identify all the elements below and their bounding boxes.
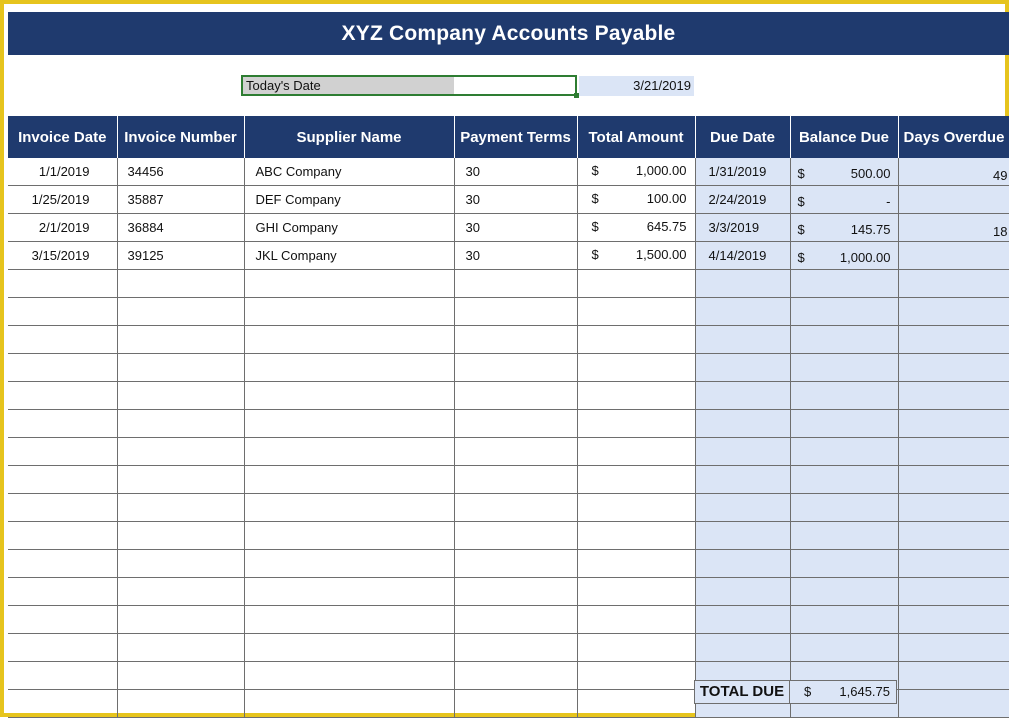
total-amount-cell[interactable] [577,522,695,550]
invoice-date-cell[interactable] [8,410,117,438]
balance-due-cell[interactable] [790,522,898,550]
balance-due-cell[interactable] [790,242,898,270]
total-amount-value: 645.75 [646,219,687,234]
table-row [8,494,1009,522]
due-date-cell[interactable]: 2/24/2019 [695,186,790,214]
balance-due-value: - [886,194,891,209]
table-row [8,298,1009,326]
due-date-cell[interactable] [695,410,790,438]
invoice-number-cell[interactable]: 36884 [117,214,244,242]
payment-terms-cell[interactable] [454,578,577,606]
total-amount-cell[interactable] [577,634,695,662]
invoice-date-cell[interactable] [8,690,117,718]
days-overdue-cell[interactable] [898,634,1009,662]
invoice-number-cell[interactable] [117,494,244,522]
total-amount-value: 1,500.00 [635,247,687,262]
payment-terms-cell[interactable]: 30 [454,186,577,214]
payment-terms-cell[interactable] [454,410,577,438]
due-date-cell[interactable]: 3/3/2019 [695,214,790,242]
balance-due-cell[interactable] [790,326,898,354]
supplier-name-cell[interactable] [244,522,454,550]
invoice-date-cell[interactable] [8,382,117,410]
invoice-date-cell[interactable] [8,634,117,662]
payment-terms-cell[interactable]: 30 [454,242,577,270]
total-amount-cell[interactable] [577,242,695,270]
total-amount-cell[interactable] [577,438,695,466]
total-due-value: 1,645.75 [839,684,890,699]
days-overdue-cell[interactable]: 18 [898,214,1009,242]
col-header-invoice-date[interactable]: Invoice Date [8,116,117,158]
balance-due-cell[interactable] [790,494,898,522]
days-overdue-cell[interactable] [898,466,1009,494]
invoice-number-cell[interactable] [117,662,244,690]
table-row [8,354,1009,382]
currency-symbol: $ [591,247,599,262]
invoice-date-cell[interactable] [8,606,117,634]
col-header-total-amount[interactable]: Total Amount [577,116,695,158]
supplier-name-cell[interactable] [244,410,454,438]
invoice-number-cell[interactable]: 34456 [117,158,244,186]
invoice-date-cell[interactable] [8,466,117,494]
balance-due-value: 1,000.00 [839,250,891,265]
supplier-name-cell[interactable]: ABC Company [244,158,454,186]
invoice-date-cell[interactable] [8,438,117,466]
days-overdue-cell[interactable] [898,186,1009,214]
invoice-date-cell[interactable] [8,578,117,606]
payment-terms-cell[interactable] [454,690,577,718]
table-row [8,466,1009,494]
balance-due-cell[interactable] [790,606,898,634]
todays-date-label-cell[interactable] [241,75,577,96]
supplier-name-cell[interactable] [244,578,454,606]
payment-terms-cell[interactable] [454,438,577,466]
balance-due-value: 145.75 [850,222,891,237]
total-due-label: TOTAL DUE [694,680,790,704]
invoice-number-cell[interactable] [117,550,244,578]
total-amount-cell[interactable] [577,550,695,578]
supplier-name-cell[interactable]: DEF Company [244,186,454,214]
days-overdue-cell[interactable] [898,494,1009,522]
col-header-balance-due[interactable]: Balance Due [790,116,898,158]
days-overdue-cell[interactable] [898,606,1009,634]
invoice-number-cell[interactable] [117,466,244,494]
balance-due-cell[interactable] [790,550,898,578]
table-row [8,382,1009,410]
invoice-date-cell[interactable] [8,494,117,522]
balance-due-cell[interactable] [790,410,898,438]
supplier-name-cell[interactable] [244,326,454,354]
balance-due-cell[interactable] [790,438,898,466]
invoice-number-cell[interactable] [117,382,244,410]
invoice-number-cell[interactable]: 39125 [117,242,244,270]
total-amount-cell[interactable] [577,158,695,186]
supplier-name-cell[interactable] [244,550,454,578]
balance-due-cell[interactable] [790,354,898,382]
invoice-number-cell[interactable] [117,690,244,718]
table-row [8,578,1009,606]
balance-due-cell[interactable] [790,298,898,326]
due-date-cell[interactable] [695,298,790,326]
invoice-date-cell[interactable] [8,662,117,690]
currency-symbol: $ [804,684,812,699]
days-overdue-cell[interactable] [898,382,1009,410]
invoice-date-cell[interactable] [8,522,117,550]
invoice-number-cell[interactable] [117,410,244,438]
due-date-cell[interactable]: 4/14/2019 [695,242,790,270]
supplier-name-cell[interactable] [244,298,454,326]
supplier-name-cell[interactable] [244,438,454,466]
payment-terms-cell[interactable]: 30 [454,214,577,242]
balance-due-cell[interactable] [790,382,898,410]
invoice-number-cell[interactable] [117,326,244,354]
invoice-date-cell[interactable]: 3/15/2019 [8,242,117,270]
due-date-cell[interactable] [695,634,790,662]
due-date-cell[interactable]: 1/31/2019 [695,158,790,186]
supplier-name-cell[interactable]: JKL Company [244,242,454,270]
payment-terms-cell[interactable] [454,270,577,298]
total-amount-cell[interactable] [577,578,695,606]
invoice-date-cell[interactable] [8,270,117,298]
currency-symbol: $ [591,191,599,206]
balance-due-cell[interactable] [790,466,898,494]
payment-terms-cell[interactable] [454,354,577,382]
table-row [8,550,1009,578]
total-amount-cell[interactable] [577,466,695,494]
total-amount-value: 1,000.00 [635,163,687,178]
due-date-cell[interactable] [695,606,790,634]
invoice-number-cell[interactable] [117,522,244,550]
invoice-date-cell[interactable]: 1/1/2019 [8,158,117,186]
total-amount-cell[interactable] [577,494,695,522]
days-overdue-cell[interactable] [898,690,1009,718]
col-header-days-overdue[interactable]: Days Overdue [898,116,1009,158]
total-amount-cell[interactable] [577,690,695,718]
todays-date-label: Today's Date [246,78,321,93]
balance-due-cell[interactable] [790,214,898,242]
invoice-number-cell[interactable] [117,606,244,634]
balance-due-cell[interactable] [790,158,898,186]
supplier-name-cell[interactable] [244,382,454,410]
table-row [8,242,1009,270]
table-body [8,158,1009,718]
total-amount-cell[interactable] [577,298,695,326]
total-amount-cell[interactable] [577,410,695,438]
col-header-supplier-name[interactable]: Supplier Name [244,116,454,158]
table-row [8,326,1009,354]
payment-terms-cell[interactable] [454,298,577,326]
balance-due-value: 500.00 [850,166,891,181]
supplier-name-cell[interactable]: GHI Company [244,214,454,242]
total-amount-cell[interactable] [577,354,695,382]
invoice-date-cell[interactable] [8,326,117,354]
days-overdue-cell[interactable] [898,522,1009,550]
total-amount-cell[interactable] [577,326,695,354]
payment-terms-cell[interactable] [454,382,577,410]
table-row [8,214,1009,242]
payment-terms-cell[interactable] [454,466,577,494]
invoice-number-cell[interactable] [117,354,244,382]
due-date-cell[interactable] [695,354,790,382]
invoice-number-cell[interactable] [117,298,244,326]
due-date-cell[interactable] [695,550,790,578]
invoice-date-cell[interactable] [8,298,117,326]
currency-symbol: $ [797,222,805,237]
due-date-cell[interactable] [695,270,790,298]
total-due-value-cell[interactable] [790,680,897,704]
balance-due-cell[interactable] [790,270,898,298]
payables-table [8,116,1009,718]
days-overdue-cell[interactable] [898,438,1009,466]
payment-terms-cell[interactable] [454,662,577,690]
days-overdue-cell[interactable] [898,242,1009,270]
sheet-title: XYZ Company Accounts Payable [8,12,1009,55]
invoice-date-cell[interactable] [8,550,117,578]
due-date-cell[interactable] [695,522,790,550]
header-row [8,116,1009,158]
table-row [8,270,1009,298]
payment-terms-cell[interactable]: 30 [454,158,577,186]
supplier-name-cell[interactable] [244,354,454,382]
invoice-date-cell[interactable]: 1/25/2019 [8,186,117,214]
col-header-payment-terms[interactable]: Payment Terms [454,116,577,158]
table-row [8,410,1009,438]
balance-due-cell[interactable] [790,186,898,214]
table-row [8,606,1009,634]
col-header-due-date[interactable]: Due Date [695,116,790,158]
balance-due-cell[interactable] [790,634,898,662]
payment-terms-cell[interactable] [454,606,577,634]
total-amount-cell[interactable] [577,186,695,214]
due-date-cell[interactable] [695,578,790,606]
invoice-number-cell[interactable]: 35887 [117,186,244,214]
invoice-number-cell[interactable] [117,270,244,298]
total-amount-cell[interactable] [577,214,695,242]
balance-due-cell[interactable] [790,578,898,606]
days-overdue-cell[interactable] [898,410,1009,438]
days-overdue-cell[interactable] [898,354,1009,382]
invoice-number-cell[interactable] [117,578,244,606]
todays-date-value-cell[interactable]: 3/21/2019 [579,76,694,96]
due-date-cell[interactable] [695,382,790,410]
table-row [8,522,1009,550]
days-overdue-cell[interactable] [898,270,1009,298]
table-row [8,634,1009,662]
supplier-name-cell[interactable] [244,466,454,494]
due-date-cell[interactable] [695,326,790,354]
invoice-number-cell[interactable] [117,438,244,466]
table-row [8,186,1009,214]
invoice-date-cell[interactable] [8,354,117,382]
days-overdue-cell[interactable]: 49 [898,158,1009,186]
payment-terms-cell[interactable] [454,522,577,550]
currency-symbol: $ [797,194,805,209]
total-amount-cell[interactable] [577,662,695,690]
payment-terms-cell[interactable] [454,326,577,354]
total-amount-cell[interactable] [577,270,695,298]
currency-symbol: $ [591,163,599,178]
invoice-number-cell[interactable] [117,634,244,662]
supplier-name-cell[interactable] [244,270,454,298]
supplier-name-cell[interactable] [244,662,454,690]
payment-terms-cell[interactable] [454,550,577,578]
total-amount-value: 100.00 [646,191,687,206]
table-row [8,158,1009,186]
currency-symbol: $ [797,166,805,181]
payment-terms-cell[interactable] [454,634,577,662]
supplier-name-cell[interactable] [244,690,454,718]
invoice-date-cell[interactable]: 2/1/2019 [8,214,117,242]
total-amount-cell[interactable] [577,606,695,634]
supplier-name-cell[interactable] [244,494,454,522]
due-date-cell[interactable] [695,494,790,522]
days-overdue-cell[interactable] [898,662,1009,690]
due-date-cell[interactable] [695,466,790,494]
col-header-invoice-number[interactable]: Invoice Number [117,116,244,158]
table-row [8,438,1009,466]
supplier-name-cell[interactable] [244,606,454,634]
supplier-name-cell[interactable] [244,634,454,662]
total-amount-cell[interactable] [577,382,695,410]
days-overdue-cell[interactable] [898,550,1009,578]
currency-symbol: $ [591,219,599,234]
days-overdue-cell[interactable] [898,578,1009,606]
payment-terms-cell[interactable] [454,494,577,522]
currency-symbol: $ [797,250,805,265]
due-date-cell[interactable] [695,438,790,466]
days-overdue-cell[interactable] [898,298,1009,326]
days-overdue-cell[interactable] [898,326,1009,354]
